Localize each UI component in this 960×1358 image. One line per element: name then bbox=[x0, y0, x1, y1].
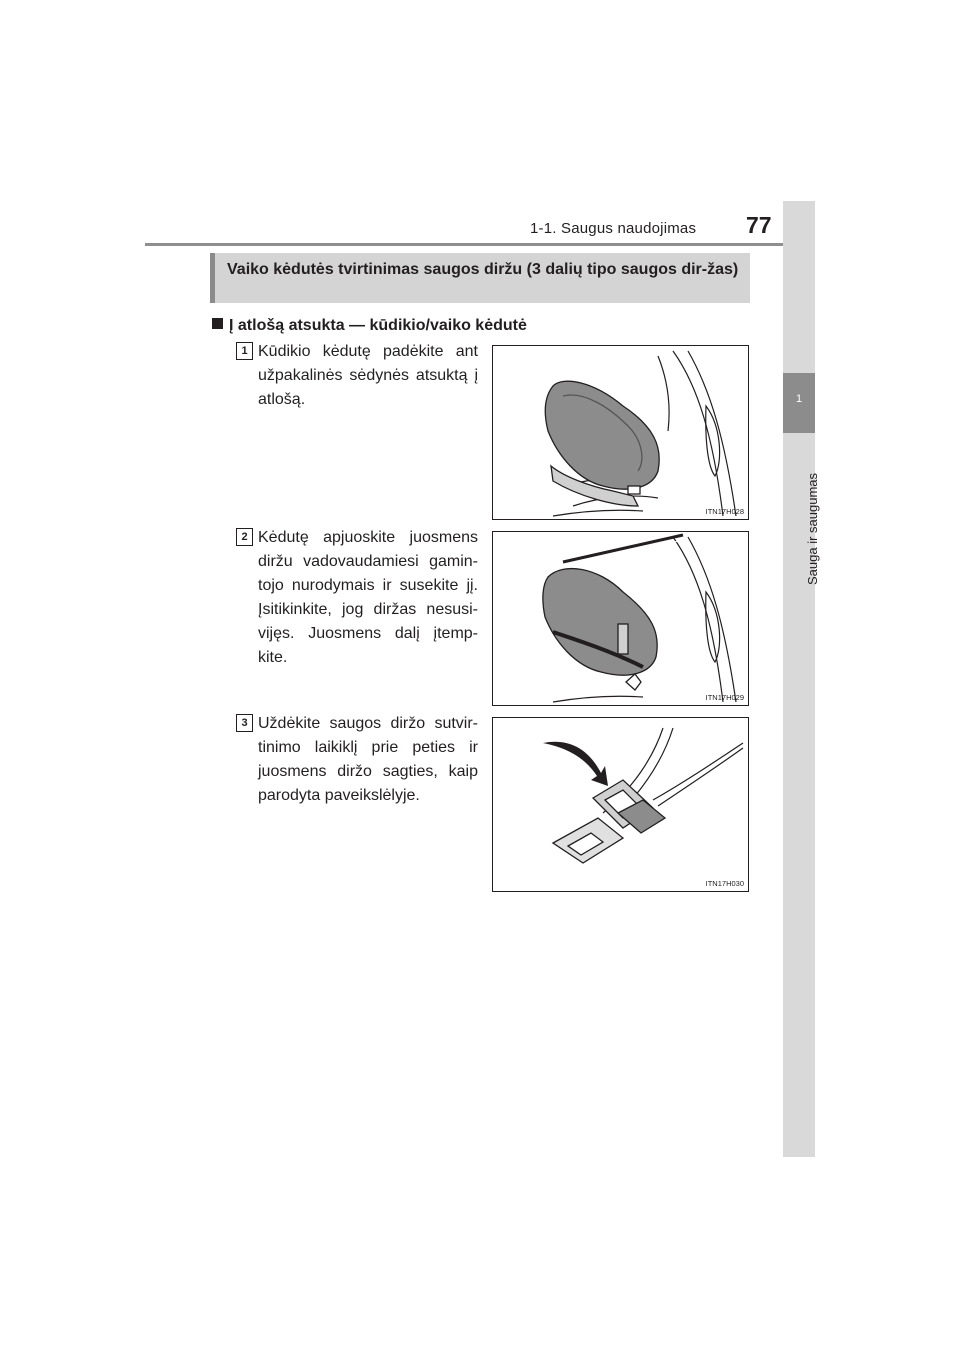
page-number: 77 bbox=[746, 212, 772, 238]
chapter-title: Sauga ir saugumas bbox=[805, 472, 820, 585]
figure-code: ITN17H030 bbox=[705, 879, 744, 888]
chapter-number-tab[interactable]: 1 bbox=[783, 373, 815, 433]
step-text-3: Uždėkite saugos diržo sutvir-tinimo laikiklį prie peties ir juosmens diržo sagties, kaip parodyta paveikslėlyje. bbox=[258, 715, 478, 804]
subheading-text: Į atlošą atsukta — kūdikio/vaiko kėdutė bbox=[229, 317, 527, 334]
step-number-2: 2 bbox=[236, 528, 253, 546]
header-rule bbox=[145, 243, 785, 246]
infant-seat-illustration bbox=[493, 346, 750, 521]
belted-seat-illustration bbox=[493, 532, 750, 707]
figure-infant-seat-belted bbox=[492, 531, 749, 706]
step-number-3: 3 bbox=[236, 714, 253, 732]
figure-code: ITN17H029 bbox=[705, 693, 744, 702]
step-text-1: Kūdikio kėdutę padėkite ant užpakalinės sėdynės atsuktą į atlošą. bbox=[258, 343, 478, 408]
section-label: 1-1. Saugus naudojimas bbox=[530, 220, 697, 237]
square-bullet-icon bbox=[212, 318, 223, 329]
figure-locking-clip bbox=[492, 717, 749, 892]
step-text-2: Kėdutę apjuoskite juosmens diržu vadovaudamiesi gamin-tojo nurodymais ir susekite jį. Įsitikinkite, jog diržas nesusi-vijęs. Juosmens dalį įtemp-kite. bbox=[258, 529, 478, 666]
chapter-side-tab bbox=[783, 201, 815, 1157]
figure-code: ITN17H028 bbox=[705, 507, 744, 516]
locking-clip-illustration bbox=[493, 718, 750, 893]
section-heading: Vaiko kėdutės tvirtinimas saugos diržu (3 dalių tipo saugos dir-žas) bbox=[210, 253, 750, 303]
step-number-1: 1 bbox=[236, 342, 253, 360]
subheading bbox=[212, 317, 527, 335]
figure-infant-seat-placed bbox=[492, 345, 749, 520]
